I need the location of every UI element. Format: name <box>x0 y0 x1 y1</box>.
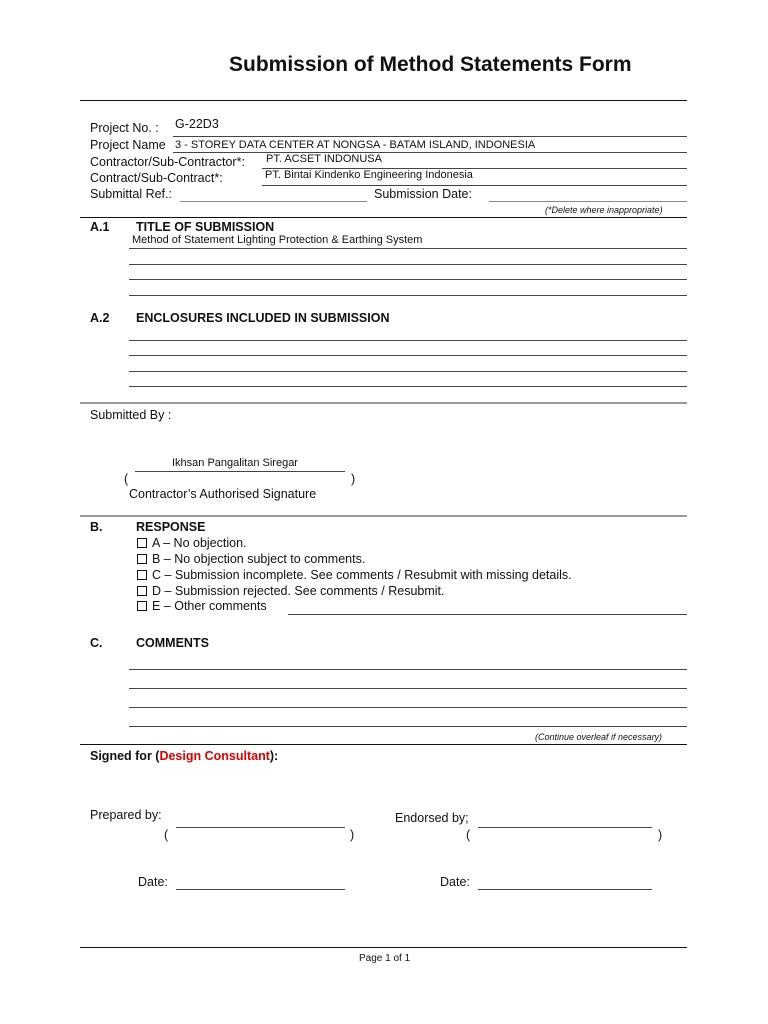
comments-line-3[interactable] <box>129 707 687 708</box>
project-name-value[interactable]: 3 - STOREY DATA CENTER AT NONGSA - BATAM ISLAND, INDONESIA <box>175 139 536 151</box>
signature-open-paren: ( <box>124 472 129 486</box>
footer-divider <box>80 947 687 948</box>
project-no-underline <box>173 136 687 137</box>
response-option-label: C – Submission incomplete. See comments / Resubmit with missing details. <box>152 568 572 582</box>
prepared-close-paren: ) <box>350 828 355 842</box>
a1-line-2[interactable] <box>129 264 687 265</box>
section-divider-a1 <box>80 217 687 218</box>
contract-value[interactable]: PT. Bintai Kindenko Engineering Indonesia <box>265 169 473 181</box>
signed-for-suffix: ): <box>269 749 279 763</box>
contractor-value[interactable]: PT. ACSET INDONUSA <box>266 153 382 165</box>
signature-label: Contractor’s Authorised Signature <box>129 487 317 501</box>
response-option-label: D – Submission rejected. See comments / Resubmit. <box>152 584 445 598</box>
page-number: Page 1 of 1 <box>359 953 411 964</box>
other-comments-line[interactable] <box>288 614 687 615</box>
submission-date-label: Submission Date: <box>374 187 472 201</box>
comments-heading: COMMENTS <box>136 636 209 650</box>
contract-label: Contract/Sub-Contract*: <box>90 171 223 185</box>
endorsed-open-paren: ( <box>466 828 471 842</box>
prepared-by-line[interactable] <box>176 827 345 828</box>
checkbox-icon[interactable] <box>137 586 147 596</box>
prepared-by-label: Prepared by: <box>90 808 162 822</box>
response-option-label: E – Other comments <box>152 599 267 613</box>
a1-line-3[interactable] <box>129 279 687 280</box>
project-name-label: Project Name <box>90 138 166 152</box>
a1-heading: TITLE OF SUBMISSION <box>136 220 275 234</box>
response-option-e[interactable] <box>137 598 267 614</box>
prepared-date-label: Date: <box>138 875 168 889</box>
a2-number: A.2 <box>90 311 110 325</box>
response-option-a[interactable] <box>137 535 247 551</box>
response-option-b[interactable] <box>137 551 365 567</box>
checkbox-icon[interactable] <box>137 538 147 548</box>
section-divider-submitted <box>80 402 687 404</box>
a1-title-value[interactable]: Method of Statement Lighting Protection & Earthing System <box>132 234 423 246</box>
submitted-by-label: Submitted By : <box>90 408 172 422</box>
prepared-open-paren: ( <box>164 828 169 842</box>
endorsed-date-line[interactable] <box>478 889 652 890</box>
contractor-label: Contractor/Sub-Contractor*: <box>90 155 245 169</box>
submitter-name[interactable]: Ikhsan Pangalitan Siregar <box>172 457 298 469</box>
response-heading: RESPONSE <box>136 520 206 534</box>
project-no-value[interactable]: G-22D3 <box>175 117 219 131</box>
response-number: B. <box>90 520 103 534</box>
prepared-date-line[interactable] <box>176 889 345 890</box>
response-option-d[interactable] <box>137 583 444 599</box>
checkbox-icon[interactable] <box>137 554 147 564</box>
signed-for-prefix: Signed for ( <box>90 749 160 763</box>
continue-note: (Continue overleaf if necessary) <box>535 732 663 742</box>
project-no-label: Project No. : <box>90 121 159 135</box>
title-divider <box>80 100 687 101</box>
response-option-c[interactable] <box>137 567 572 583</box>
design-consultant-label: Design Consultant <box>159 749 270 763</box>
signed-for-heading <box>90 749 278 763</box>
section-divider-signed <box>80 744 687 745</box>
endorsed-by-label: Endorsed by; <box>395 811 469 825</box>
a2-line-4[interactable] <box>129 386 687 387</box>
comments-number: C. <box>90 636 103 650</box>
endorsed-by-line[interactable] <box>478 827 652 828</box>
submittal-ref-label: Submittal Ref.: <box>90 187 172 201</box>
response-option-label: A – No objection. <box>152 536 247 550</box>
endorsed-close-paren: ) <box>658 828 663 842</box>
comments-line-2[interactable] <box>129 688 687 689</box>
submittal-ref-field[interactable] <box>180 201 367 202</box>
page-title: Submission of Method Statements Form <box>229 53 632 76</box>
endorsed-date-label: Date: <box>440 875 470 889</box>
comments-line-4[interactable] <box>129 726 687 727</box>
a2-line-3[interactable] <box>129 371 687 372</box>
signature-line[interactable] <box>135 471 345 472</box>
section-divider-response <box>80 515 687 517</box>
delete-note: (*Delete where inappropriate) <box>545 205 663 215</box>
a1-line-1[interactable] <box>129 248 687 249</box>
comments-line-1[interactable] <box>129 669 687 670</box>
a2-heading: ENCLOSURES INCLUDED IN SUBMISSION <box>136 311 390 325</box>
submission-date-field[interactable] <box>489 201 687 202</box>
response-option-label: B – No objection subject to comments. <box>152 552 366 566</box>
contract-underline <box>262 185 687 186</box>
signature-close-paren: ) <box>351 472 356 486</box>
a1-number: A.1 <box>90 220 110 234</box>
a1-line-4[interactable] <box>129 295 687 296</box>
a2-line-1[interactable] <box>129 340 687 341</box>
checkbox-icon[interactable] <box>137 570 147 580</box>
project-name-underline <box>173 152 687 153</box>
a2-line-2[interactable] <box>129 355 687 356</box>
checkbox-icon[interactable] <box>137 601 147 611</box>
